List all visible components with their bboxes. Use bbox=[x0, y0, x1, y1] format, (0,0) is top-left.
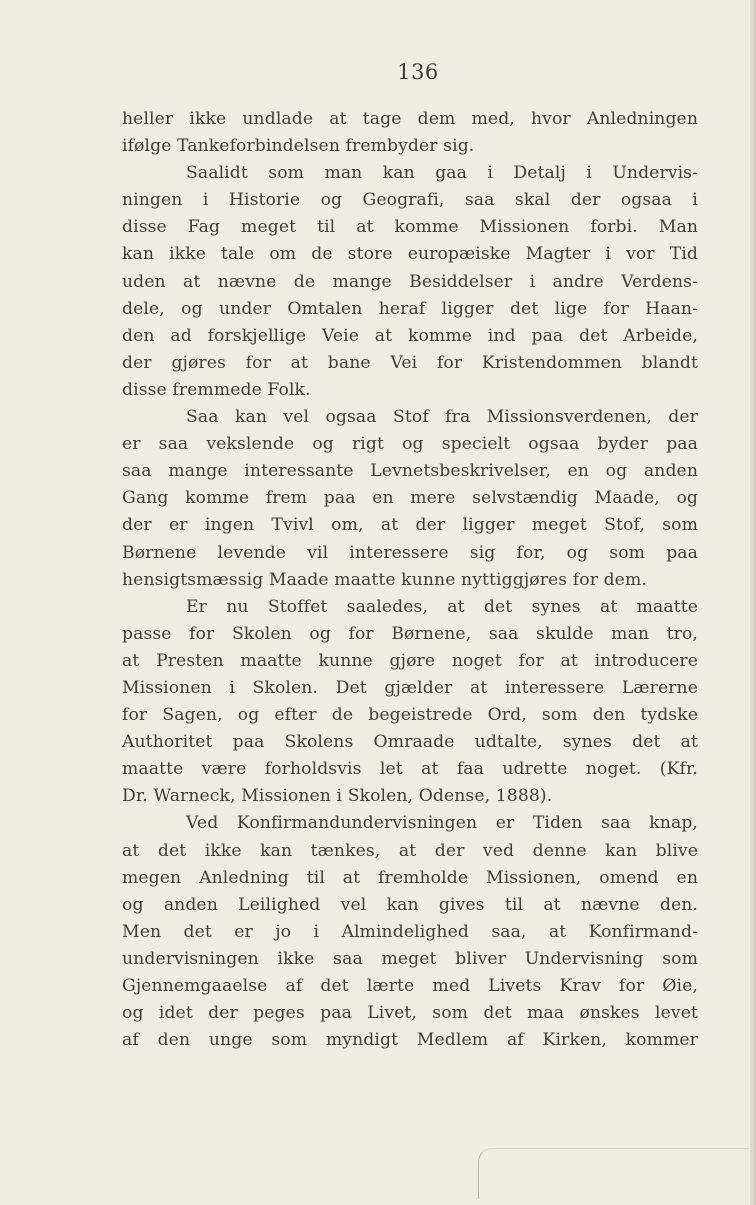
text-line: at det ikke kan tænkes, at der ved denne kan blive bbox=[122, 840, 698, 861]
text-line: Authoritet paa Skolens Omraade udtalte, synes det at bbox=[122, 732, 698, 753]
text-line: Dr. Warneck, Missionen i Skolen, Odense, 1888). bbox=[122, 786, 553, 807]
page-number: 136 bbox=[397, 60, 439, 84]
text-line: heller ikke undlade at tage dem med, hvor Anledningen bbox=[122, 109, 698, 129]
text-line: saa mange interessante Levnetsbeskrivelser, en og anden bbox=[122, 461, 698, 482]
text-line: uden at nævne de mange Besiddelser i andre Verdens- bbox=[122, 271, 698, 292]
text-line: dele, og under Omtalen heraf ligger det lige for Haan- bbox=[122, 298, 698, 319]
text-line: for Sagen, og efter de begeistrede Ord, som den tydske bbox=[122, 705, 698, 726]
text-line: Gjennemgaaelse af det lærte med Livets Krav for Øie, bbox=[122, 976, 698, 996]
text-line: passe for Skolen og for Børnene, saa skulde man tro, bbox=[122, 623, 698, 644]
text-line: at Presten maatte kunne gjøre noget for at introducere bbox=[122, 650, 698, 671]
text-line: Men det er jo i Almindelighed saa, at Konfirmand- bbox=[122, 921, 698, 942]
text-line: der er ingen Tvivl om, at der ligger meget Stof, som bbox=[122, 515, 698, 536]
text-line: den ad forskjellige Veie at komme ind paa det Arbeide, bbox=[122, 325, 698, 346]
text-line: af den unge som myndigt Medlem af Kirken, kommer bbox=[122, 1030, 698, 1051]
text-line: hensigtsmæssig Maade maatte kunne nyttiggjøres for dem. bbox=[122, 569, 647, 590]
text-line: megen Anledning til at fremholde Missionen, omend en bbox=[122, 867, 698, 888]
text-line: kan ikke tale om de store europæiske Magter i vor Tid bbox=[122, 244, 698, 265]
text-line: undervisningen ikke saa meget bliver Undervisning som bbox=[122, 948, 698, 969]
body-text bbox=[122, 106, 698, 1054]
text-line: og idet der peges paa Livet, som det maa ønskes levet bbox=[122, 1003, 698, 1024]
text-line: er saa vekslende og rigt og specielt ogsaa byder paa bbox=[122, 434, 698, 455]
text-line: ifølge Tankeforbindelsen frembyder sig. bbox=[122, 136, 475, 157]
text-line: Missionen i Skolen. Det gjælder at interessere Lærerne bbox=[122, 677, 698, 698]
text-line: Ved Konfirmandundervisningen er Tiden saa knap, bbox=[186, 813, 698, 834]
page-edge bbox=[750, 0, 756, 1205]
text-line: maatte være forholdsvis let at faa udrette noget. (Kfr. bbox=[122, 759, 698, 780]
text-line: disse Fag meget til at komme Missionen forbi. Man bbox=[122, 217, 698, 238]
text-line: og anden Leilighed vel kan gives til at nævne den. bbox=[122, 894, 698, 915]
text-line: Saa kan vel ogsaa Stof fra Missionsverdenen, der bbox=[186, 407, 698, 428]
text-line: disse fremmede Folk. bbox=[122, 379, 311, 400]
text-line: Børnene levende vil interessere sig for, og som paa bbox=[122, 542, 698, 563]
text-line: der gjøres for at bane Vei for Kristendommen blandt bbox=[122, 352, 698, 373]
page-corner-mark bbox=[478, 1148, 749, 1199]
text-line: Gang komme frem paa en mere selvstændig Maade, og bbox=[122, 488, 698, 509]
text-line: Saalidt som man kan gaa i Detalj i Undervis- bbox=[186, 163, 698, 184]
text-line: Er nu Stoffet saaledes, at det synes at maatte bbox=[186, 596, 698, 617]
text-line: ningen i Historie og Geografi, saa skal der ogsaa i bbox=[122, 190, 698, 211]
